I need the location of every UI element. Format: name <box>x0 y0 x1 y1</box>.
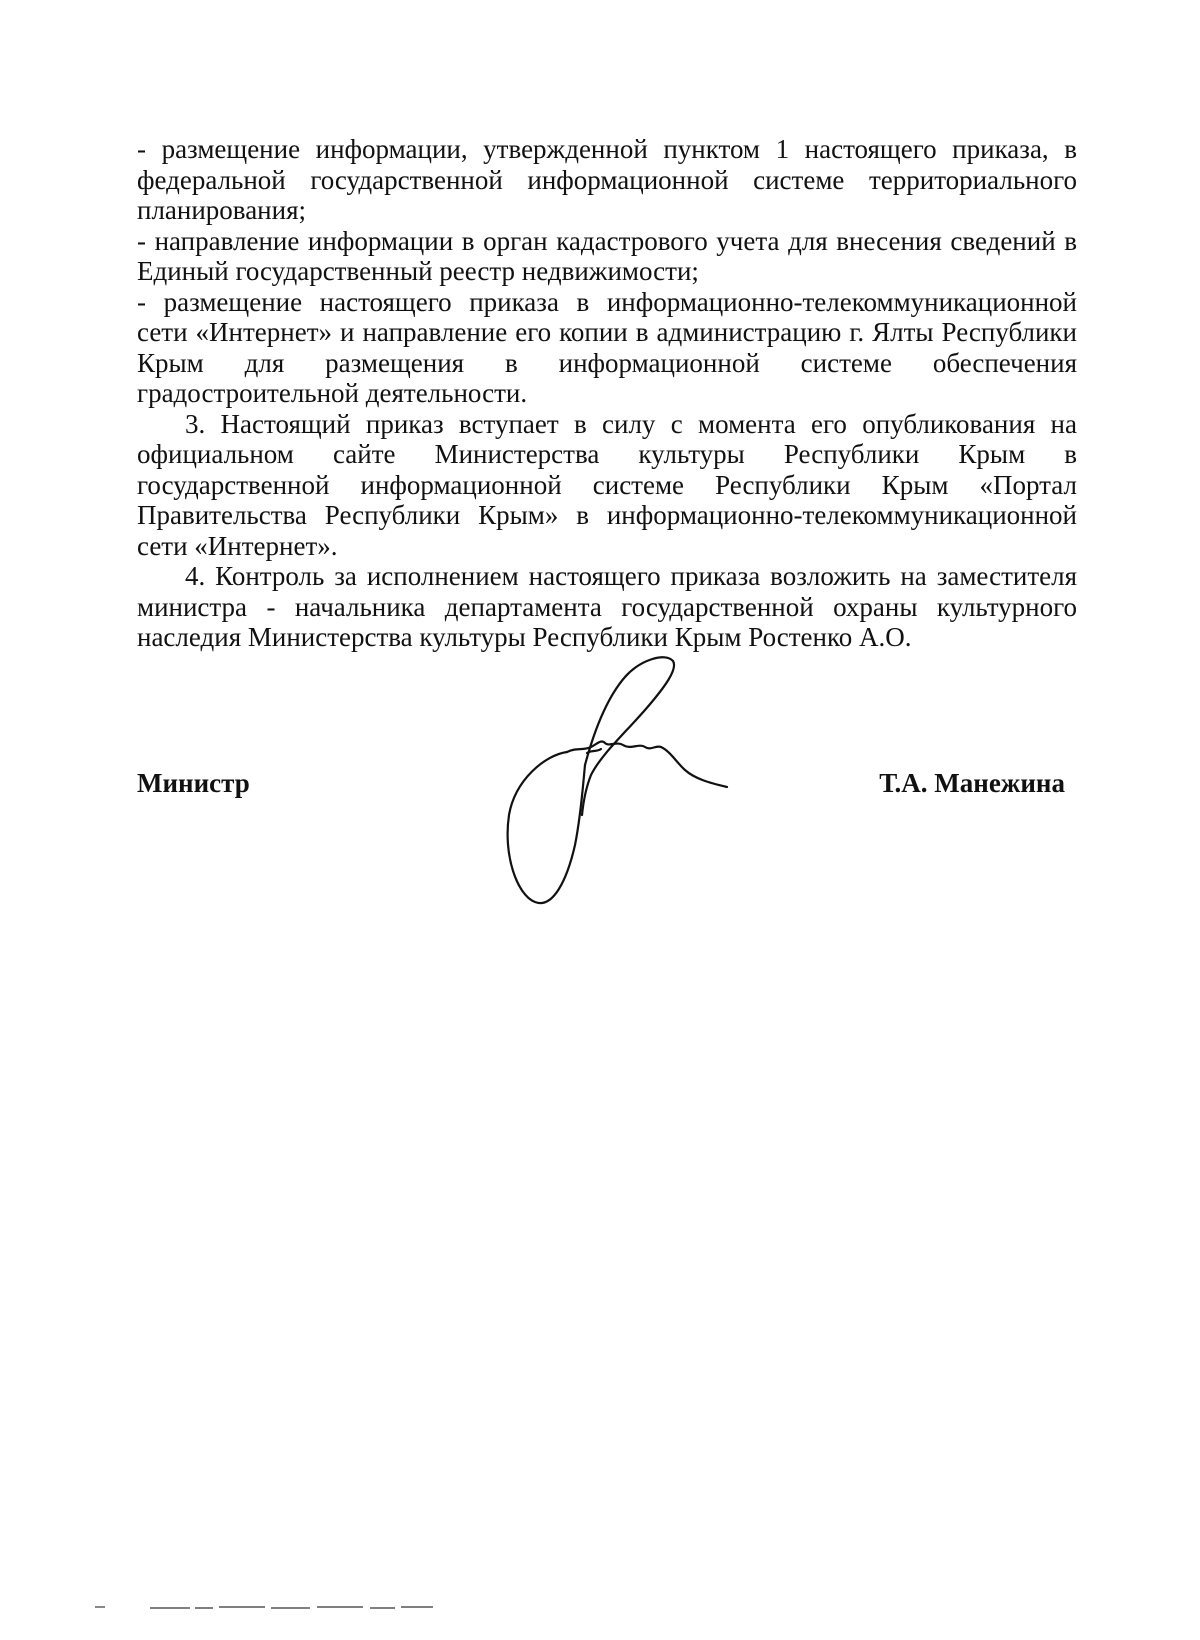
document-body <box>137 134 1077 653</box>
list-item-internet-publication: - размещение настоящего приказа в информационно-телекоммуникационной сети «Интернет» и направление его копии в администрацию г. Ялты Республики Крым для размещения в информационной системе обеспечения градостроительной деятельности. <box>137 286 1077 408</box>
signer-name: Т.А. Манежина <box>879 768 1065 798</box>
signer-title: Министр <box>137 768 250 798</box>
list-item-cadastral-info: - направление информации в орган кадастрового учета для внесения сведений в Единый государственный реестр недвижимости; <box>137 225 1077 286</box>
clause-4-control: 4. Контроль за исполнением настоящего приказа возложить на заместителя министра - начальника департамента государственной охраны культурного наследия Министерства культуры Республики Крым Ростенко А.О. <box>137 561 1077 652</box>
list-item-ftp-placement: - размещение информации, утвержденной пунктом 1 настоящего приказа, в федеральной государственной информационной системе территориального планирования; <box>137 134 1077 225</box>
handwritten-signature-icon <box>505 655 735 910</box>
scan-artifact-marks <box>95 1603 435 1611</box>
clause-3-effective-date: 3. Настоящий приказ вступает в силу с момента его опубликования на официальном сайте Министерства культуры Республики Крым в государственной информационной системе Республики Крым «Портал Правительства Республики Крым» в информационно-телекоммуникационной сети «Интернет». <box>137 408 1077 561</box>
